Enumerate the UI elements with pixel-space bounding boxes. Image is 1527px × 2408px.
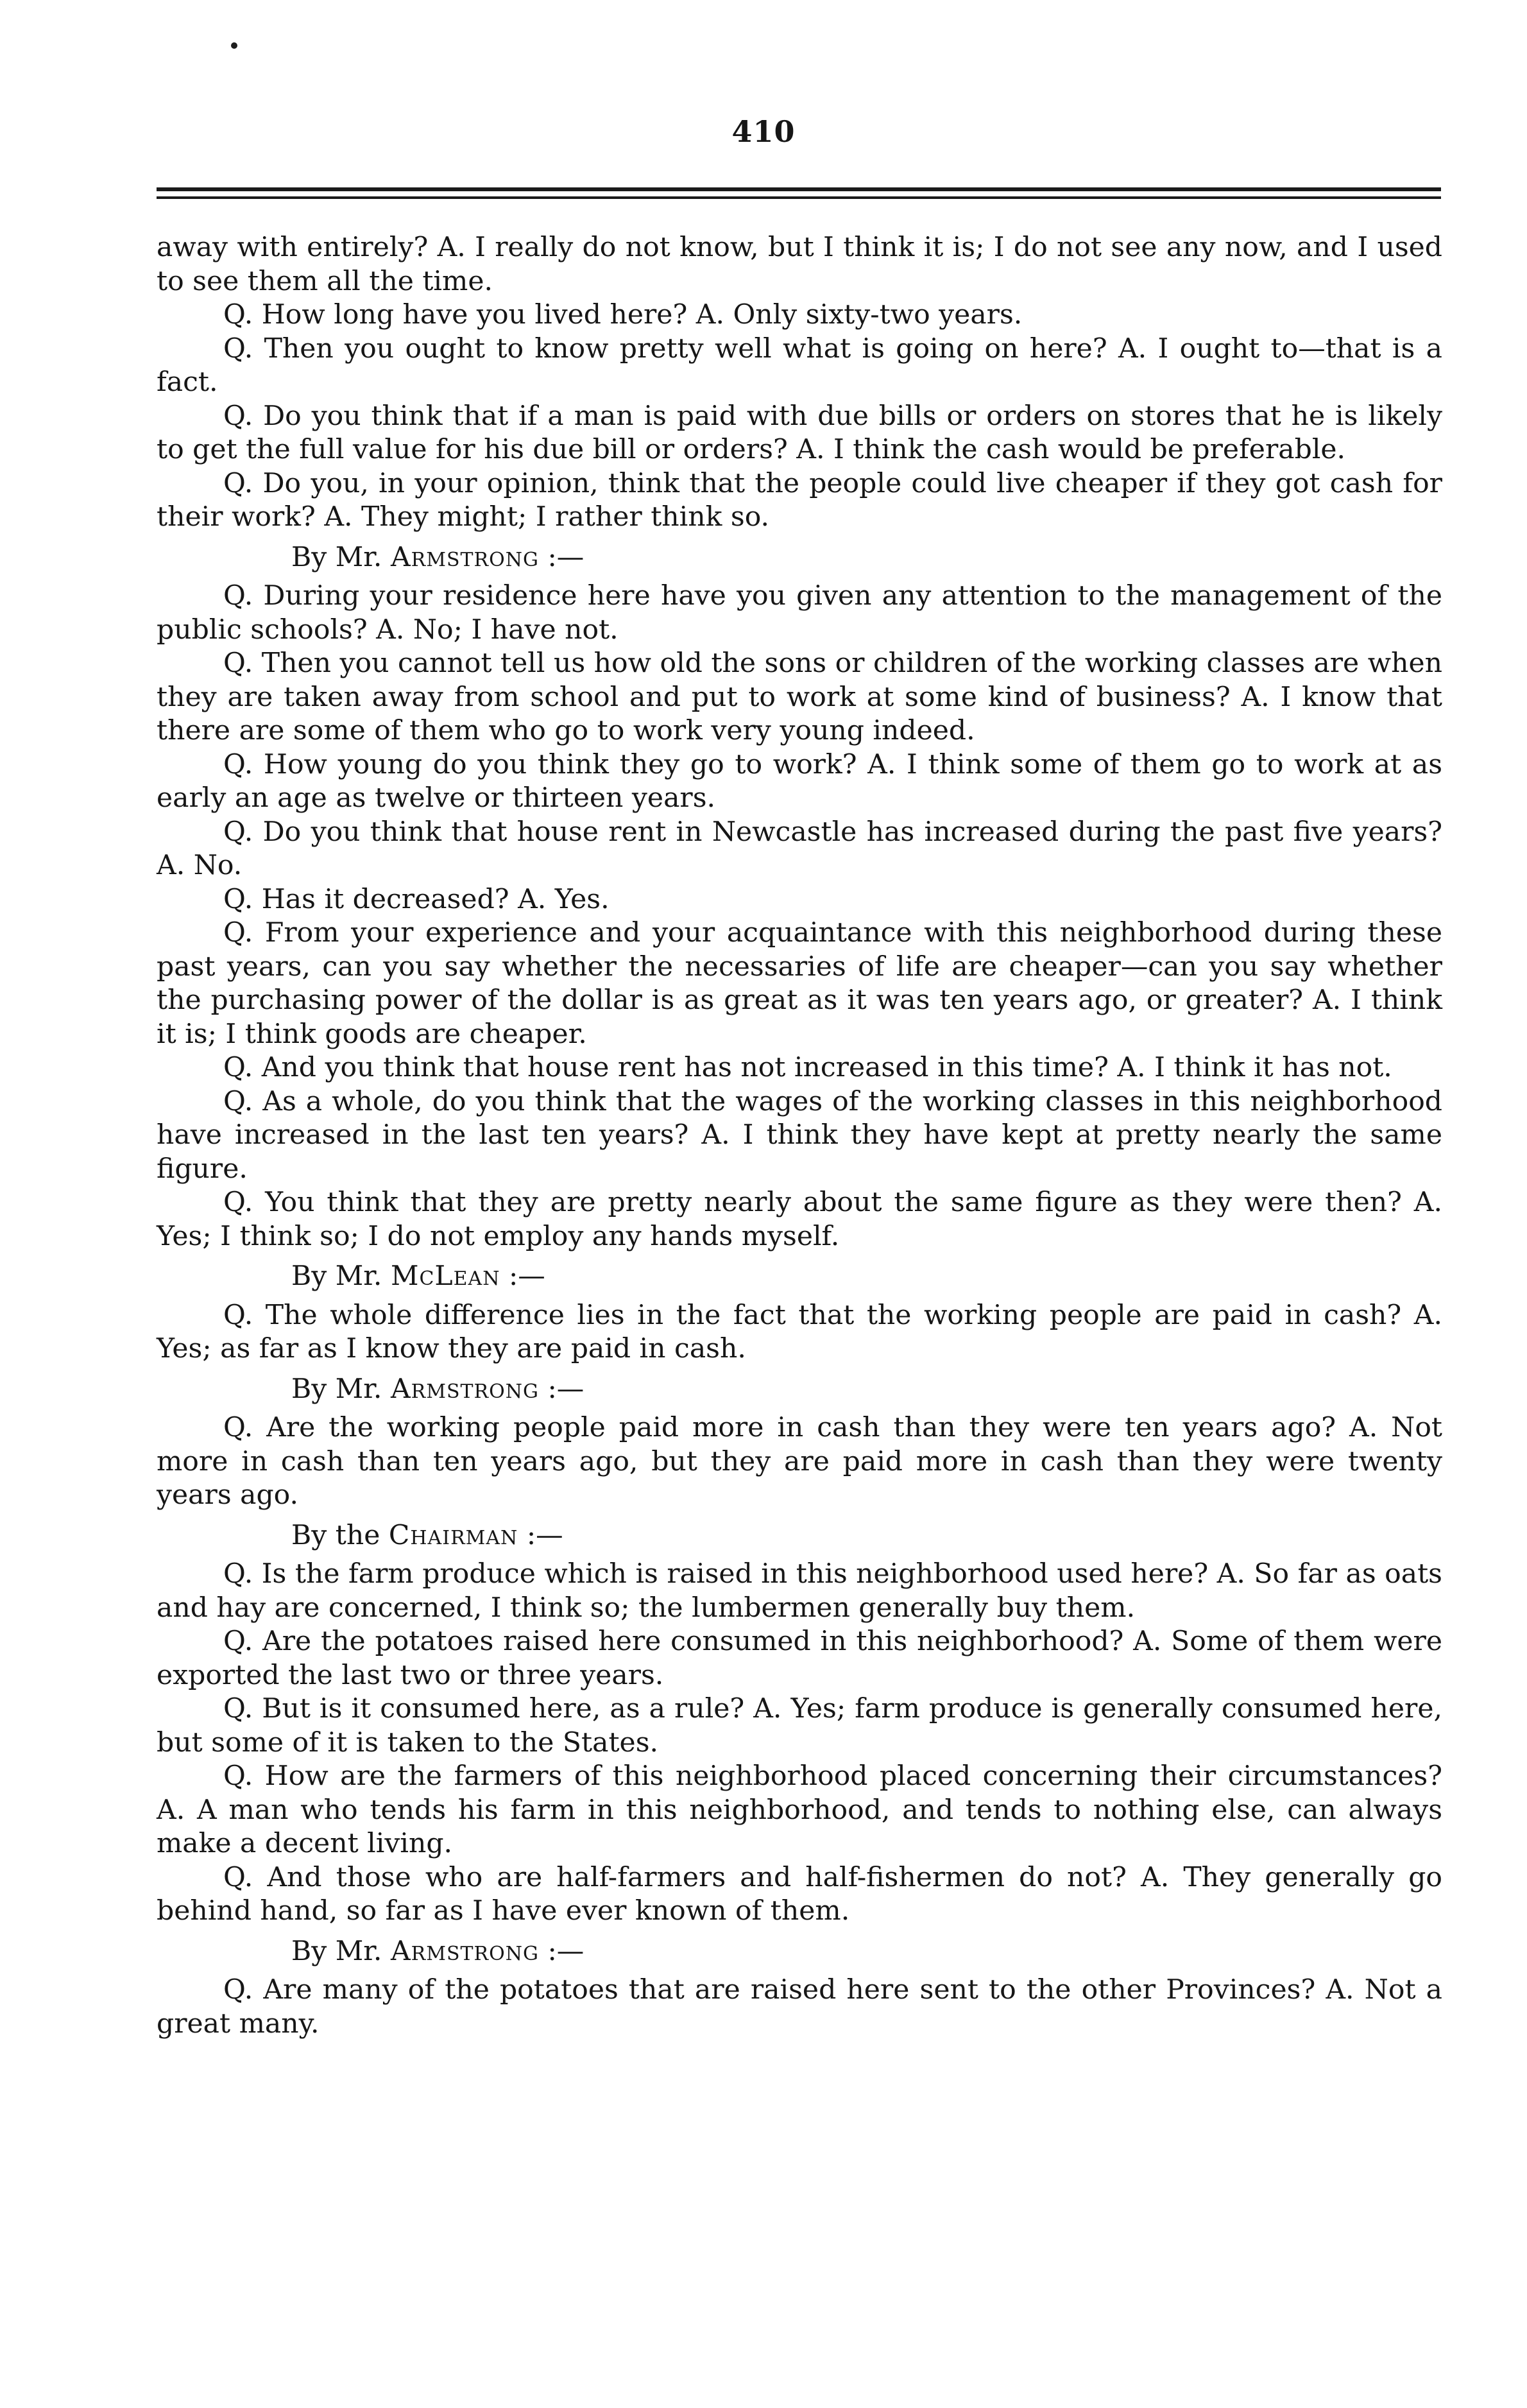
qa-paragraph: Q. And those who are half-farmers and half-fishermen do not? A. They generally go behind hand, so far as I have ever known of them.	[157, 1861, 1442, 1927]
qa-paragraph: Q. Are many of the potatoes that are raised here sent to the other Provinces? A. Not a great many.	[157, 1974, 1442, 2040]
qa-paragraph: away with entirely? A. I really do not know, but I think it is; I do not see any now, and I used to see them all the time.	[157, 232, 1442, 297]
speaker-name: Armstrong	[390, 1373, 539, 1405]
testimony-text	[157, 231, 1442, 2041]
qa-paragraph: Q. Are the potatoes raised here consumed in this neighborhood? A. Some of them were exported the last two or three years.	[157, 1626, 1442, 1691]
speaker-suffix: :—	[547, 1373, 584, 1405]
speaker-name: Chairman	[388, 1519, 518, 1551]
qa-paragraph: Q. Do you, in your opinion, think that the people could live cheaper if they got cash for their work? A. They might; I rather think so.	[157, 467, 1442, 533]
header-rule	[157, 187, 1441, 199]
qa-paragraph: Q. How young do you think they go to work? A. I think some of them go to work at as early an age as twelve or thirteen years.	[157, 748, 1442, 814]
speaker-name: Armstrong	[390, 1935, 539, 1967]
speaker-name: Armstrong	[390, 541, 539, 573]
qa-paragraph: Q. Then you cannot tell us how old the sons or children of the working classes are when they are taken away from school and put to work at some kind of business? A. I know that there are some of them who go to work very young indeed.	[157, 648, 1442, 746]
speaker-heading	[157, 1260, 1442, 1294]
speaker-prefix: By Mr.	[291, 541, 382, 573]
qa-paragraph: Q. Do you think that house rent in Newcastle has increased during the past five years? A. No.	[157, 816, 1442, 881]
qa-paragraph: Q. And you think that house rent has not increased in this time? A. I think it has not.	[223, 1052, 1392, 1083]
qa-paragraph: Q. Has it decreased? A. Yes.	[223, 883, 610, 915]
qa-paragraph: Q. From your experience and your acquaintance with this neighborhood during these past years, can you say whether the necessaries of life are cheaper—can you say whether the purchasing power of the dollar is as great as it was ten years ago, or greater? A. I think it is; I think goods are cheaper.	[157, 917, 1442, 1050]
qa-paragraph: Q. Is the farm produce which is raised in this neighborhood used here? A. So far as oats and hay are concerned, I think so; the lumbermen generally buy them.	[157, 1558, 1442, 1624]
speaker-prefix: By Mr.	[291, 1935, 382, 1967]
page-number: 410	[731, 114, 796, 149]
qa-paragraph: Q. You think that they are pretty nearly about the same figure as they were then? A. Yes; I think so; I do not employ any hands myself.	[157, 1187, 1442, 1252]
speaker-prefix: By the	[291, 1519, 380, 1551]
qa-paragraph: Q. How are the farmers of this neighborhood placed concerning their circumstances? A. A man who tends his farm in this neighborhood, and tends to nothing else, can always make a decent living.	[157, 1760, 1442, 1859]
ink-speck	[231, 42, 237, 49]
qa-paragraph: Q. Then you ought to know pretty well what is going on here? A. I ought to—that is a fact.	[157, 332, 1442, 398]
speaker-heading	[157, 1373, 1442, 1407]
qa-paragraph: Q. As a whole, do you think that the wages of the working classes in this neighborhood have increased in the last ten years? A. I think they have kept at pretty nearly the same figure.	[157, 1085, 1442, 1185]
speaker-prefix: By Mr.	[291, 1373, 382, 1405]
speaker-heading	[157, 1935, 1442, 1969]
qa-paragraph: Q. Do you think that if a man is paid with due bills or orders on stores that he is likely to get the full value for his due bill or orders? A. I think the cash would be preferable.	[157, 400, 1442, 465]
speaker-name: McLean	[390, 1260, 500, 1292]
speaker-prefix: By Mr.	[291, 1260, 382, 1292]
qa-paragraph: Q. How long have you lived here? A. Only sixty-two years.	[223, 299, 1023, 331]
qa-paragraph: Q. During your residence here have you given any attention to the management of the public schools? A. No; I have not.	[157, 580, 1442, 646]
qa-paragraph: Q. But is it consumed here, as a rule? A. Yes; farm produce is generally consumed here, but some of it is taken to the States.	[157, 1693, 1442, 1759]
speaker-suffix: :—	[526, 1519, 563, 1551]
speaker-suffix: :—	[547, 1935, 584, 1967]
speaker-heading	[157, 1519, 1442, 1553]
qa-paragraph: Q. The whole difference lies in the fact that the working people are paid in cash? A. Yes; as far as I know they are paid in cash.	[157, 1299, 1442, 1364]
speaker-suffix: :—	[508, 1260, 545, 1292]
qa-paragraph: Q. Are the working people paid more in cash than they were ten years ago? A. Not more in cash than ten years ago, but they are paid more in cash than they were twenty years ago.	[157, 1412, 1442, 1511]
speaker-heading	[157, 541, 1442, 575]
speaker-suffix: :—	[547, 541, 584, 573]
